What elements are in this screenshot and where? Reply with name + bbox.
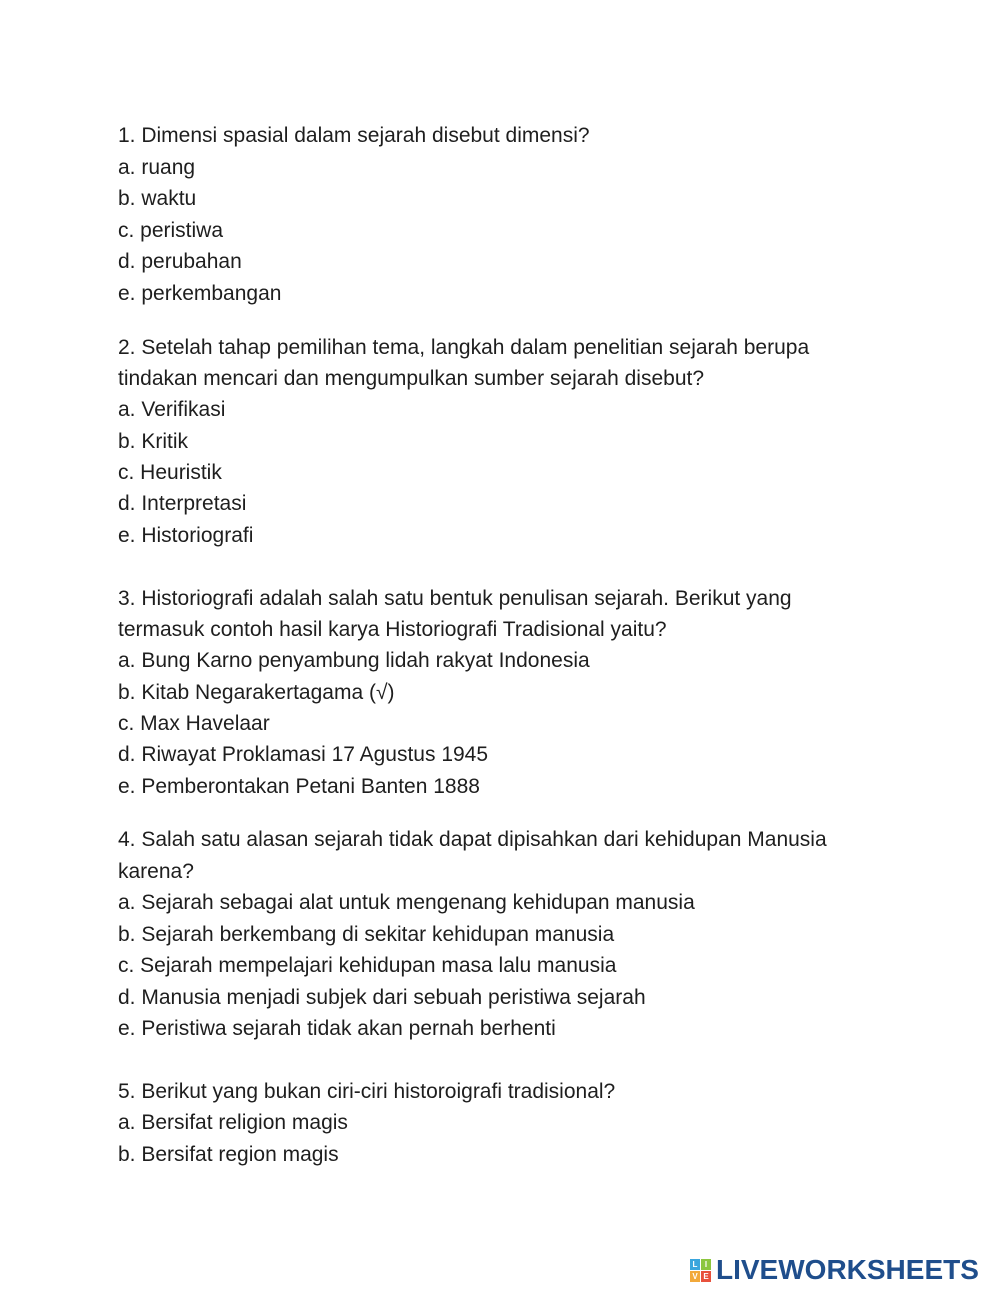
question-3-option-b: b. Kitab Negarakertagama (√) [118, 681, 395, 704]
question-1-option-a: a. ruang [118, 156, 196, 179]
question-3-stem-line-2: termasuk contoh hasil karya Historiografi Tradisional yaitu? [118, 618, 667, 641]
liveworksheets-logo-mark-icon [690, 1259, 711, 1282]
question-4-option-a: a. Sejarah sebagai alat untuk mengenang kehidupan manusia [118, 891, 695, 914]
question-4-stem-line-1: 4. Salah satu alasan sejarah tidak dapat dipisahkan dari kehidupan Manusia [118, 828, 827, 851]
question-4-option-c: c. Sejarah mempelajari kehidupan masa lalu manusia [118, 954, 617, 977]
question-3-option-d: d. Riwayat Proklamasi 17 Agustus 1945 [118, 743, 489, 766]
question-3-option-e: e. Pemberontakan Petani Banten 1888 [118, 775, 480, 798]
question-2-option-e: e. Historiografi [118, 524, 254, 547]
question-3-option-a: a. Bung Karno penyambung lidah rakyat Indonesia [118, 649, 590, 672]
question-2-option-d: d. Interpretasi [118, 492, 247, 515]
logo-mark-letter: V [690, 1271, 700, 1282]
question-2-option-b: b. Kritik [118, 430, 189, 453]
liveworksheets-logo [690, 1252, 979, 1288]
question-4-option-d: d. Manusia menjadi subjek dari sebuah peristiwa sejarah [118, 986, 646, 1009]
question-5-option-a: a. Bersifat religion magis [118, 1111, 348, 1134]
question-2-stem-line-2: tindakan mencari dan mengumpulkan sumber sejarah disebut? [118, 367, 705, 390]
logo-mark-letter: L [690, 1259, 700, 1270]
logo-mark-letter: I [701, 1259, 711, 1270]
question-1-option-e: e. perkembangan [118, 282, 282, 305]
question-3-stem-line-1: 3. Historiografi adalah salah satu bentuk penulisan sejarah. Berikut yang [118, 587, 792, 610]
question-1-option-b: b. waktu [118, 187, 197, 210]
question-1-option-c: c. peristiwa [118, 219, 224, 242]
question-4-option-b: b. Sejarah berkembang di sekitar kehidupan manusia [118, 923, 615, 946]
question-5-stem: 5. Berikut yang bukan ciri-ciri historoigrafi tradisional? [118, 1080, 616, 1103]
question-3-option-c: c. Max Havelaar [118, 712, 270, 735]
question-4-option-e: e. Peristiwa sejarah tidak akan pernah berhenti [118, 1017, 556, 1040]
question-1-stem: 1. Dimensi spasial dalam sejarah disebut dimensi? [118, 124, 590, 147]
liveworksheets-logo-text: LIVEWORKSHEETS [716, 1254, 979, 1285]
question-2-stem-line-1: 2. Setelah tahap pemilihan tema, langkah dalam penelitian sejarah berupa [118, 336, 810, 359]
question-5-option-b: b. Bersifat region magis [118, 1143, 339, 1166]
question-4-stem-line-2: karena? [118, 860, 194, 883]
question-2-option-a: a. Verifikasi [118, 398, 226, 421]
question-2-option-c: c. Heuristik [118, 461, 222, 484]
question-1-option-d: d. perubahan [118, 250, 242, 273]
logo-mark-letter: E [701, 1271, 711, 1282]
